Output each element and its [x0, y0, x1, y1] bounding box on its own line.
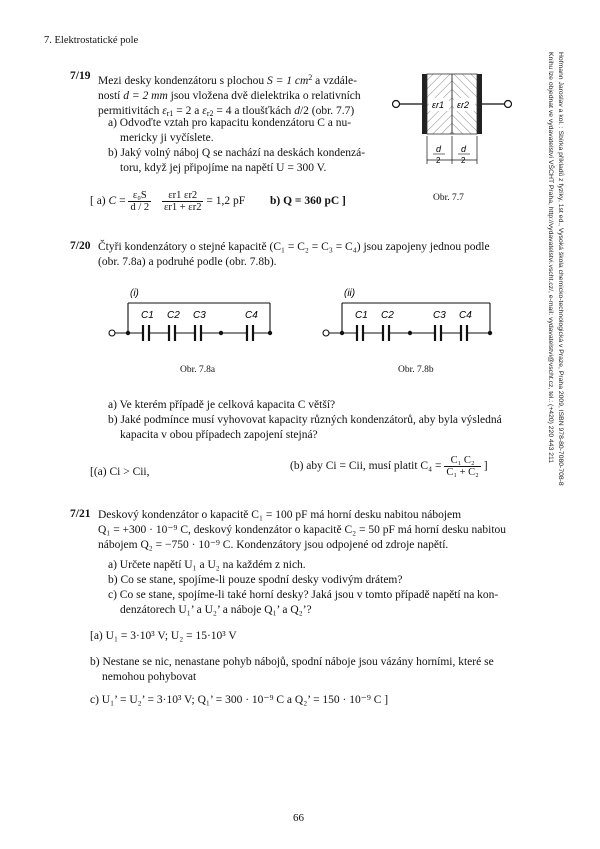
fraction-2-den: εr1 + εr2 — [163, 202, 202, 213]
problem-7-21-items — [108, 558, 548, 618]
item-b-cont: toru, když jej připojíme na napětí U = 300 V. — [120, 162, 327, 174]
p721-line-3: nábojem Q₂ = −750 · 10⁻⁹ C. Kondenzátory jsou odpojené od zdroje napětí. — [98, 539, 449, 551]
fig-a-c1: C1 — [141, 310, 154, 321]
p720-line-1: Čtyři kondenzátory o stejné kapacitě (C₁ = C₂ = C₃ = C₄) jsou zapojeny jednou podle — [98, 241, 490, 253]
answer-fraction-den: C₁ + C₂ — [446, 467, 479, 478]
fig-a-c3: C3 — [193, 310, 206, 321]
fraction-2 — [162, 190, 203, 213]
side-line-2: Knihu lze objednat ve vydavatelství VŠCHT Praha, http://vydavatelstvi.vscht.cz/, e-mail: vydavatelstvi@vscht.cz, tel.: (+420) 220 443 211 — [547, 52, 555, 464]
answer-7-20-b — [290, 455, 488, 478]
answer-fraction — [444, 455, 481, 478]
answer-close: ] — [483, 460, 488, 473]
problem-number-7-21: 7/21 — [70, 508, 91, 520]
fig-a-c2: C2 — [167, 310, 180, 321]
answer-7-21-b-line-1: b) Nestane se nic, nenastane pohyb nábojů, spodní náboje jsou vázány horními, které se — [90, 656, 494, 668]
chapter-header: 7. Elektrostatické pole — [44, 35, 139, 46]
intro-line-1: Mezi desky kondenzátoru s plochou S = 1 $cm^2$ a vzdále- — [98, 73, 357, 87]
item-a: a) Odvoďte vztah pro kapacitu kondenzátoru C a nu- — [108, 117, 352, 129]
fig-b-c2: C2 — [381, 310, 394, 321]
figure-7-7 — [388, 68, 523, 168]
answer-C: C — [108, 195, 117, 208]
fraction-2-num: εr1 εr2 — [162, 190, 203, 202]
answer-result: = 1,2 pF — [206, 195, 246, 208]
label-epsilon-r1: εr1 — [432, 100, 444, 110]
p720-item-b-cont: kapacita v obou případech zapojení stejná? — [120, 429, 318, 441]
fraction-1 — [128, 190, 151, 213]
p721-item-a: a) Určete napětí U₁ a U₂ na každém z nich. — [108, 559, 306, 571]
figure-7-8b — [322, 285, 497, 350]
page-number: 66 — [293, 812, 304, 824]
dim-1-den: 2 — [436, 156, 441, 165]
problem-7-20-text — [98, 240, 538, 270]
fig-b-c3: C3 — [433, 310, 446, 321]
answer-7-21-b — [90, 655, 540, 685]
right-terminal — [505, 101, 512, 108]
dim-2-num: d — [461, 144, 467, 154]
p721-item-c-cont: denzátorech U₁’ a U₂’ a náboje Q₁’ a Q₂’? — [120, 604, 312, 616]
figure-7-8b-caption: Obr. 7.8b — [398, 365, 434, 375]
fig-b-c4: C4 — [459, 310, 472, 321]
problem-7-19-items — [108, 116, 388, 176]
label-epsilon-r2: εr2 — [457, 100, 469, 110]
fraction-1-den: d / 2 — [130, 202, 150, 213]
fig-b-tag: (ii) — [344, 288, 356, 299]
answer-7-21-a: [a) U₁ = 3·10³ V; U₂ = 15·10³ V — [90, 630, 237, 642]
intro-line-2: ností d = 2 mm jsou vložena dvě dielektrika o relativních — [98, 90, 361, 102]
answer-7-20-a: [(a) Ci > Cii, — [90, 466, 150, 478]
side-line-1: Hofmann Jaroslav a kol. : Sbírka příkladů z fyziky, 1st ed., Vysoká škola chemicko-technologická v Praze, Praha 2009, ISBN 978-80-7080-708-8 — [557, 52, 564, 486]
problem-7-21-text — [98, 508, 538, 553]
dim-2-den: 2 — [461, 156, 466, 165]
fraction-1-num: ε₀S — [128, 190, 151, 202]
p721-item-b: b) Co se stane, spojíme-li pouze spodní desky vodivým drátem? — [108, 574, 403, 586]
left-plate — [422, 74, 427, 134]
problem-7-20-items — [108, 398, 548, 443]
answer-7-19 — [90, 190, 346, 213]
p720-item-a: a) Ve kterém případě je celková kapacita C větší? — [108, 399, 336, 411]
problem-number-7-19: 7/19 — [70, 70, 91, 82]
answer-b: b) Q = 360 pC ] — [269, 195, 346, 208]
p720-item-b: b) Jaké podmínce musí vyhovovat kapacity různých kondenzátorů, aby byla výsledná — [108, 414, 502, 426]
left-terminal — [393, 101, 400, 108]
answer-7-21-c: c) U₁’ = U₂’ = 3·10³ V; Q₁’ = 300 · 10⁻⁹ C a Q₂’ = 150 · 10⁻⁹ C ] — [90, 694, 389, 706]
answer-open: [ a) — [90, 195, 109, 208]
dim-1-num: d — [436, 144, 442, 154]
answer-eq: = — [116, 195, 129, 208]
answer-fraction-num: C₁ C₂ — [444, 455, 481, 467]
side-publication-note — [539, 52, 565, 597]
fig-b-c1: C1 — [355, 310, 368, 321]
answer-7-21-b-line-2: nemohou pohybovat — [102, 671, 197, 683]
figure-7-7-caption: Obr. 7.7 — [433, 193, 464, 203]
item-a-cont: mericky ji vyčíslete. — [120, 132, 214, 144]
fig-a-c4: C4 — [245, 310, 258, 321]
intro-line-3: permitivitách $\varepsilon_{r1} = 2$ a $\varepsilon_{r2} = 4$ a tloušťkách d/2 (obr. 7.7) — [98, 105, 355, 118]
figure-7-8a — [108, 285, 278, 350]
problem-7-19-intro — [98, 70, 378, 121]
p720-line-2: (obr. 7.8a) a podruhé podle (obr. 7.8b). — [98, 256, 277, 268]
problem-number-7-20: 7/20 — [70, 240, 91, 252]
p721-line-1: Deskový kondenzátor o kapacitě C₁ = 100 pF má horní desku nabitou nábojem — [98, 509, 462, 521]
p721-line-2: Q₁ = +300 · 10⁻⁹ C, deskový kondenzátor o kapacitě C₂ = 50 pF má horní desku nabitou — [98, 524, 507, 536]
answer-b-text: (b) aby Ci = Cii, musí platit C₄ = — [290, 460, 442, 473]
item-b: b) Jaký volný náboj Q se nachází na deskách kondenzá- — [108, 147, 366, 159]
figure-7-8a-caption: Obr. 7.8a — [180, 365, 216, 375]
fig-a-tag: (i) — [130, 288, 139, 299]
p721-item-c: c) Co se stane, spojíme-li také horní desky? Jaká jsou v tomto případě napětí na kon- — [108, 589, 499, 601]
right-plate — [477, 74, 482, 134]
